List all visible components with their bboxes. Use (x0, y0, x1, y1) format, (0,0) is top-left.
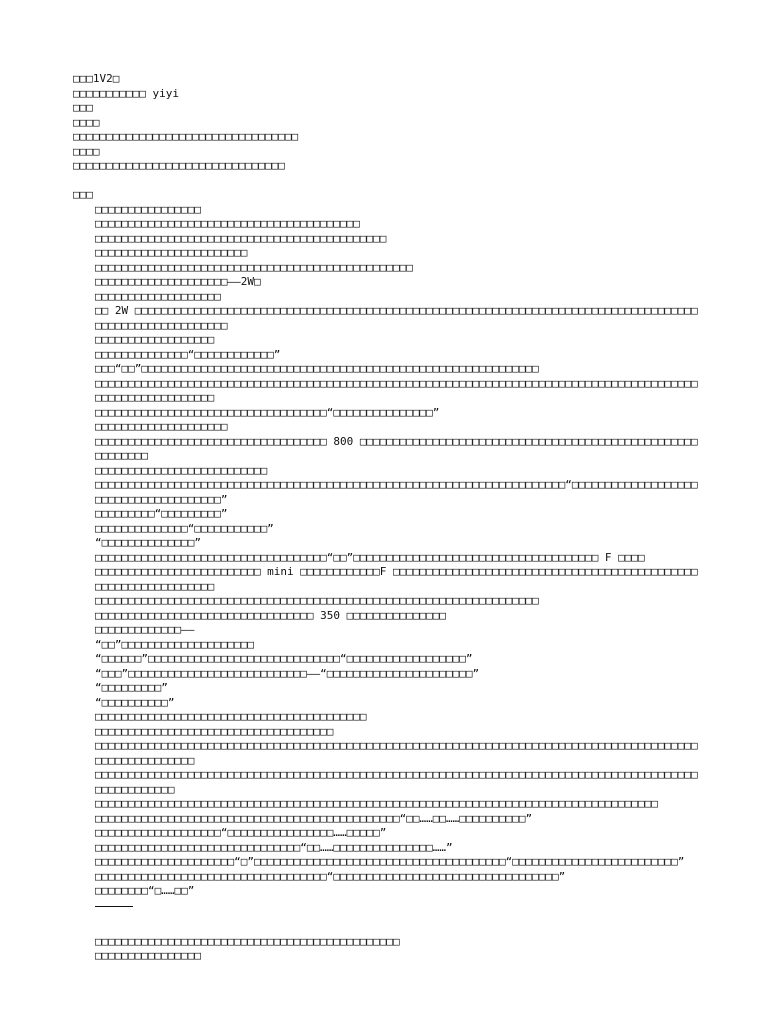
paragraph-line: □□□□□□□□□□□□□□□□□□□□□□□□□□□□□□□□□□□□□□□□□□□□□□□□□□□□□□□□□□□□□□□□□□□□□□□□□□□□□□□□□□□□□□□□□□□□□□□□□□□□□□□□□□ (95, 739, 698, 767)
paragraph-line: □□□□□□□□□□□□□□□□□□□□□□□□□□□□□□□□□□□“□□□□□□□□□□□□□□□□□□□□□□□□□□□□□□□□□□” (95, 869, 566, 883)
paragraph-line: □□□□□□□□□□□□□□□□□□□□□□□□□□□□□□□□□□□□□□□□□□□□□□ (95, 934, 400, 948)
document (73, 72, 703, 964)
paragraph-line: □□□□□□□□□□□□□□□□ (95, 949, 201, 962)
paragraph-line: □□□□□□□□□□□□□□□□□□□□□□□□□□□□□□□□□□□□□□□□□□□□□□□□□□□□□□□□□□□□□□□□□□□ (95, 594, 539, 607)
paragraph-line: □□□□□□□□□□□□□□□□□□□□□□□□□□□□□□□□□□□□□□□□□□□□□□□□ (95, 260, 413, 274)
separator (73, 906, 703, 921)
author-line: □□□□□□□□□□□ yiyi (73, 86, 179, 100)
paragraph-line: □□□□□□□□□□□□□□□□□□ (95, 333, 215, 346)
paragraph-line: □□□□□□□□□“□□□□□□□□□” (95, 507, 228, 520)
paragraph-line: □□□□□□□□□□□□□□□□□□□□□□□□□□□□□□□□□□□□□□□□□□□□□□□□□□□□□□□□□□□□□□□□□□□□□□□“□□□□□□□□□□□□□□□□□□□□□□□□□□□□□□□□□□□□□□” (95, 478, 698, 506)
paragraph-line: □□□□□□□□□□□□□□□□□□□□□□□□□□□□□□□□□ 350 □□□□□□□□□□□□□□□ (95, 608, 446, 622)
paragraph-line: □□□□□□□□□□□□□□□□□□□□□□□□□□□□□□□□□□□□ (95, 724, 334, 738)
paragraph-line: □□□□□□□□□□□□□□□□□□□□□“□”□□□□□□□□□□□□□□□□□□□□□□□□□□□□□□□□□□□□□□“□□□□□□□□□□□□□□□□□□□□□□□□□” (95, 855, 685, 868)
paragraph-line: □□□□□□□□□□□□□□□□□□□□□□□□□□□□□□□□□□□□□□□□□□□□□□“□□……□□……□□□□□□□□□□” (95, 811, 533, 825)
paragraph-line: “□□□□□□□□□” (95, 681, 168, 694)
paragraph-line: □□□□□□□□□□□□□□□□□□□“□□□□□□□□□□□□□□□□……□□□□□” (95, 826, 387, 839)
paragraph-line: □□ 2W □□□□□□□□□□□□□□□□□□□□□□□□□□□□□□□□□□□□□□□□□□□□□□□□□□□□□□□□□□□□□□□□□□□□□□□□□□□□□□□□□□□□□□□□□□□□□□□□□□□□□□□□□ (95, 304, 698, 332)
body-text (73, 203, 703, 899)
paragraph-line: □□□□□□□□□□□□□□□□ (95, 202, 201, 216)
meta-label-a: □□□ (73, 101, 93, 114)
paragraph-line: □□□□□□□□□□□□□□□□□□□□□□□□□□□□□□□□□□□“□□□□□□□□□□□□□□□” (95, 405, 440, 419)
paragraph-line: □□□□□□□□□□□□□□□□□□□□□□□□□□□□□□□□□□□ 800 □□□□□□□□□□□□□□□□□□□□□□□□□□□□□□□□□□□□□□□□□□□□□□□□□□□□□□□□□□□ (95, 434, 698, 462)
closing-text (73, 935, 703, 964)
separator-rule (95, 906, 133, 907)
meta-label-c: □□□□ (73, 144, 100, 158)
paragraph-line: □□□□□□□□□□□□□□□□□□□□□□□□□□□□□□□□□□□□□□□□□□□□ (95, 231, 387, 245)
paragraph-line: □□□□□□□□□□□□□—— (95, 623, 195, 636)
meta-label-b: □□□□ (73, 115, 100, 129)
paragraph-line: □□□□□□□□□□□□□□“□□□□□□□□□□□” (95, 521, 274, 535)
paragraph-line: □□□□□□□□□□□□□□□□□□□□□□□□□□□□□□□□□□□□□□□□□□□□□□□□□□□□□□□□□□□□□□□□□□□□□□□□□□□□□□□□□□□□□□□□□□□□□□□□□□□□□□□□□□□□□ (95, 376, 698, 404)
paragraph-line: “□□”□□□□□□□□□□□□□□□□□□□□ (95, 637, 254, 651)
blank-line (73, 920, 703, 935)
paragraph-line: □□□□□□□□□□□□□□□□□□□ (95, 289, 221, 303)
section-heading: □□□ (73, 188, 93, 201)
paragraph-line: □□□□□□□□“□……□□” (95, 884, 195, 897)
paragraph-line: □□□□□□□□□□□□□□□□□□□□□□□□□□□□□□□□□□□□□□□□ (95, 217, 360, 230)
paragraph-line: □□□□□□□□□□□□□□□□□□□□ (95, 420, 228, 433)
paragraph-line: □□□□□□□□□□□□□□□□□□□□□□□□□□□□□□□□□□□“□□”□□□□□□□□□□□□□□□□□□□□□□□□□□□□□□□□□□□□□ F □□□□ (95, 550, 645, 564)
paragraph-line: □□□□□□□□□□□□□□□□□□□□□□□□□□□□□□□□□□□□□□□□□□□□□□□□□□□□□□□□□□□□□□□□□□□□□□□□□□□□□□□□□□□□□□□□□□□□□□□□□□□□□□□ (95, 768, 698, 796)
paragraph-line: □□□□□□□□□□□□□□□□□□□□□□□□□□□□□□□□□□□□□□□□□ (95, 710, 367, 723)
paragraph-line: “□□□□□□□□□□” (95, 695, 175, 709)
paragraph-line: □□□□□□□□□□□□□□□□□□□□□□□□□ mini □□□□□□□□□□□□F □□□□□□□□□□□□□□□□□□□□□□□□□□□□□□□□□□□□□□□□□□□□□□□□□□□□□□□□□□□□□□□□ (95, 565, 698, 593)
meta-line-c: □□□□□□□□□□□□□□□□□□□□□□□□□□□□□□□□ (73, 159, 285, 172)
paragraph-line: □□□□□□□□□□□□□□□□□□□□□□□ (95, 246, 248, 259)
paragraph-line: □□□□□□□□□□□□□□□□□□□□□□□□□□□□□□□“□□……□□□□□□□□□□□□□□□……” (95, 840, 453, 854)
meta-line-b: □□□□□□□□□□□□□□□□□□□□□□□□□□□□□□□□□□ (73, 130, 299, 143)
paragraph-line: □□□□□□□□□□□□□□□□□□□□——2W□ (95, 275, 261, 288)
blank-line (73, 174, 703, 189)
paragraph-line: “□□□□□□”□□□□□□□□□□□□□□□□□□□□□□□□□□□□□“□□□□□□□□□□□□□□□□□□” (95, 652, 473, 665)
paragraph-line: “□□□”□□□□□□□□□□□□□□□□□□□□□□□□□□□——“□□□□□□□□□□□□□□□□□□□□□□” (95, 666, 480, 680)
paragraph-line: □□□□□□□□□□□□□□□□□□□□□□□□□□□□□□□□□□□□□□□□□□□□□□□□□□□□□□□□□□□□□□□□□□□□□□□□□□□□□□□□□□□□□ (95, 797, 658, 810)
document-title: □□□1V2□ (73, 72, 120, 85)
paragraph-line: □□□□□□□□□□□□□□□□□□□□□□□□□□ (95, 463, 268, 477)
paragraph-line: □□□“□□”□□□□□□□□□□□□□□□□□□□□□□□□□□□□□□□□□□□□□□□□□□□□□□□□□□□□□□□□□□□□ (95, 362, 539, 375)
paragraph-line: “□□□□□□□□□□□□□□” (95, 536, 201, 549)
paragraph-line: □□□□□□□□□□□□□□“□□□□□□□□□□□□” (95, 347, 281, 361)
